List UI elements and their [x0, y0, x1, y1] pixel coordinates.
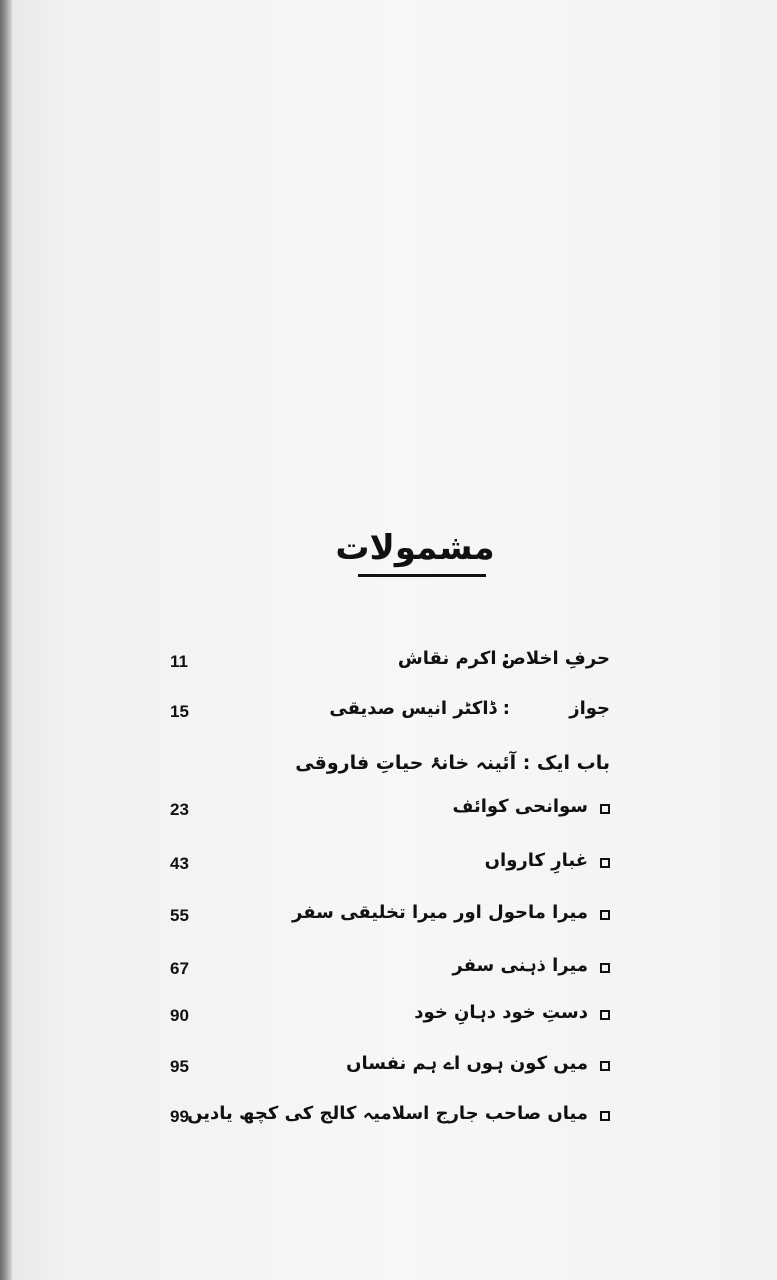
chapter-heading: باب ایک : آئینہ خانۂ حیاتِ فاروقی — [295, 752, 610, 774]
entry-title: میرا ماحول اور میرا تخلیقی سفر — [292, 902, 588, 923]
book-spine — [0, 0, 12, 1280]
square-bullet-icon — [600, 1111, 610, 1121]
square-bullet-icon — [600, 1061, 610, 1071]
page-number: 11 — [170, 652, 188, 671]
toc-entry — [170, 1103, 610, 1139]
square-bullet-icon — [600, 963, 610, 973]
page-number: 23 — [170, 800, 189, 819]
section-label: حرفِ اخلاص — [501, 648, 610, 669]
entry-title: سوانحی کوائف — [452, 796, 588, 817]
entry-title: میرا ذہنی سفر — [452, 955, 588, 976]
toc-entry — [170, 796, 610, 832]
section-label: جواز — [569, 698, 610, 719]
page-number: 15 — [170, 702, 189, 721]
entry-title: دستِ خود دہانِ خود — [414, 1002, 588, 1023]
toc-front-row — [170, 698, 610, 734]
square-bullet-icon — [600, 910, 610, 920]
toc-entry — [170, 850, 610, 886]
toc-entry — [170, 902, 610, 938]
author-name: : ڈاکٹر انیس صدیقی — [329, 698, 510, 719]
page-title: مشمولات — [335, 528, 495, 568]
page-number: 90 — [170, 1006, 189, 1025]
entry-title: غبارِ کارواں — [484, 850, 588, 871]
page-number: 99 — [170, 1107, 189, 1126]
page-number: 55 — [170, 906, 189, 925]
square-bullet-icon — [600, 1010, 610, 1020]
page-number: 67 — [170, 959, 189, 978]
page-number: 43 — [170, 854, 189, 873]
author-name: : اکرم نقاش — [397, 648, 510, 669]
toc-front-row — [170, 648, 610, 684]
entry-title: میں کون ہوں اے ہم نفساں — [346, 1053, 588, 1074]
toc-entry — [170, 955, 610, 991]
entry-title: میاں صاحب جارج اسلامیہ کالج کی کچھ یادیں — [187, 1103, 588, 1124]
square-bullet-icon — [600, 804, 610, 814]
title-underline — [358, 574, 486, 577]
page-number: 95 — [170, 1057, 189, 1076]
square-bullet-icon — [600, 858, 610, 868]
toc-entry — [170, 1053, 610, 1089]
toc-entry — [170, 1002, 610, 1038]
